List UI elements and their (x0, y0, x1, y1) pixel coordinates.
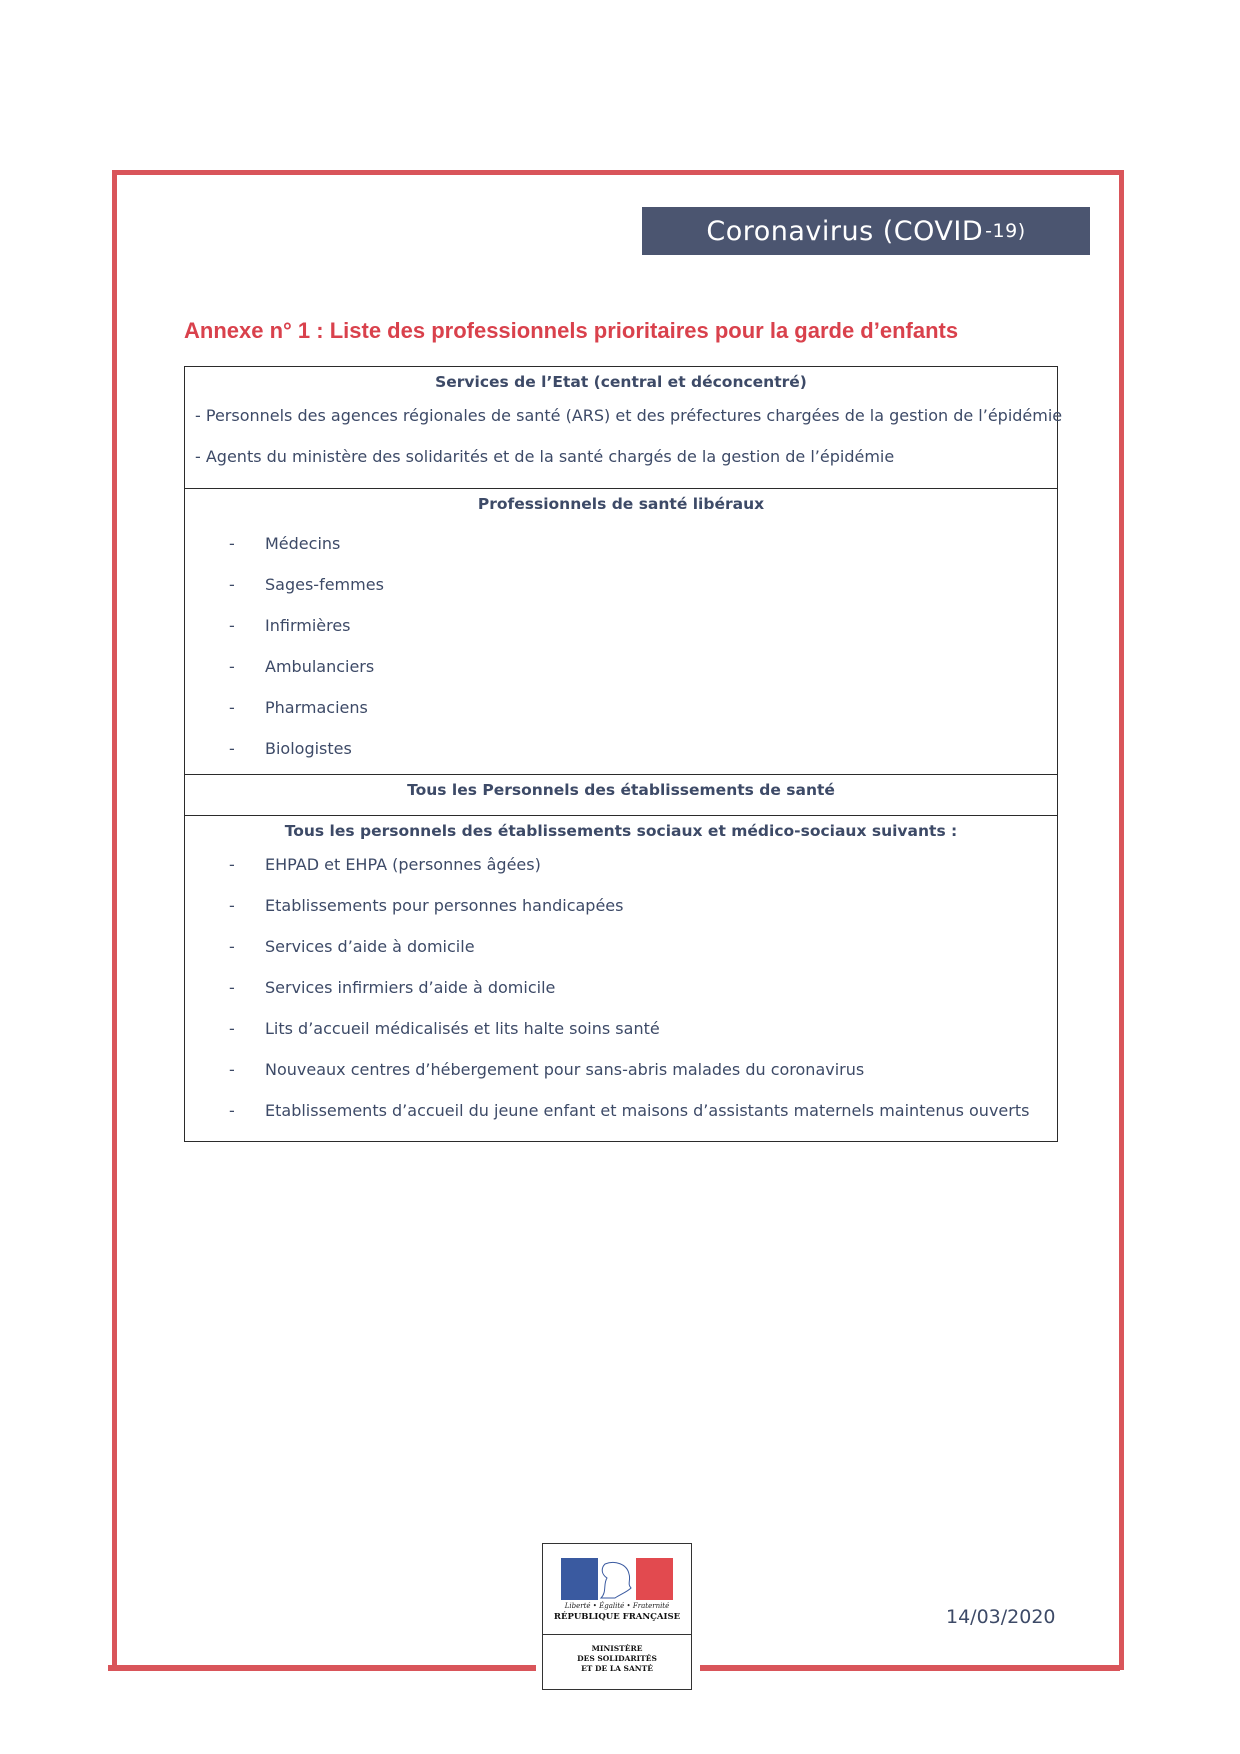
bullet-dash: - (229, 855, 235, 874)
covid-banner (642, 207, 1090, 255)
marianne-profile-icon (561, 1558, 673, 1600)
list-item-text: Infirmières (265, 616, 351, 635)
section-heading: Services de l’Etat (central et déconcentré) (435, 373, 807, 391)
bullet-dash: - (229, 739, 235, 758)
list-item (185, 885, 1057, 926)
list-item (185, 646, 1057, 687)
list-item: - Agents du ministère des solidarités et de la santé chargés de la gestion de l’épidémie (195, 447, 895, 466)
list-item: - Personnels des agences régionales de santé (ARS) et des préfectures chargées de la gestion de l’épidémie (195, 406, 1063, 425)
list-item-text: Services d’aide à domicile (265, 937, 475, 956)
logo-divider (543, 1634, 691, 1635)
bullet-dash: - (229, 1060, 235, 1079)
list-item (185, 1049, 1057, 1090)
list-item (185, 605, 1057, 646)
logo-ministere-line: DES SOLIDARITÉS (577, 1654, 657, 1663)
section-services-etat (185, 367, 1063, 488)
list-item (185, 844, 1057, 885)
list-item (185, 967, 1057, 1008)
bullet-dash: - (229, 575, 235, 594)
list-item (185, 1090, 1057, 1131)
bullet-dash: - (229, 937, 235, 956)
logo-motto: Liberté • Égalité • Fraternité (564, 1602, 670, 1610)
list-item (185, 926, 1057, 967)
list-item-text: Etablissements d’accueil du jeune enfant et maisons d’assistants maternels maintenus ouverts (265, 1101, 1030, 1120)
logo-ministere-line: MINISTÈRE (591, 1644, 643, 1653)
bullet-dash: - (229, 616, 235, 635)
list-item-text: Services infirmiers d’aide à domicile (265, 978, 556, 997)
logo-ministere-line: ET DE LA SANTÉ (581, 1664, 653, 1673)
list-item-text: Sages-femmes (265, 575, 384, 594)
bullet-dash: - (229, 698, 235, 717)
list-item-text: Nouveaux centres d’hébergement pour sans-abris malades du coronavirus (265, 1060, 865, 1079)
list-item-text: Etablissements pour personnes handicapées (265, 896, 624, 915)
logo-republique: RÉPUBLIQUE FRANÇAISE (553, 1612, 681, 1622)
frame-right-border (1119, 170, 1124, 1670)
marianne-flag-icon (561, 1558, 673, 1600)
list-item-text: EHPAD et EHPA (personnes âgées) (265, 855, 541, 874)
logo-ministere (543, 1644, 691, 1674)
list-item-text: Médecins (265, 534, 341, 553)
bullet-dash: - (229, 978, 235, 997)
annexe-title: Annexe n° 1 : Liste des professionnels prioritaires pour la garde d’enfants (184, 318, 959, 343)
section-heading: Tous les Personnels des établissements de santé (407, 781, 835, 799)
section-professionnels-liberaux (185, 488, 1057, 774)
section-heading: Tous les personnels des établissements sociaux et médico-sociaux suivants : (284, 822, 958, 840)
list-item (185, 687, 1057, 728)
list-item-text: Pharmaciens (265, 698, 368, 717)
frame-top-border (112, 170, 1124, 175)
section-etablissements-sante (185, 774, 1057, 815)
professionals-table (184, 366, 1063, 1142)
ministry-logo (542, 1543, 692, 1690)
frame-left-border (112, 170, 117, 1670)
list-item-text: Ambulanciers (265, 657, 375, 676)
list-item-text: Biologistes (265, 739, 352, 758)
section-medico-sociaux (185, 815, 1057, 1141)
list-item (185, 523, 1057, 564)
document-date: 14/03/2020 (946, 1606, 1056, 1628)
list-item-text: Lits d’accueil médicalisés et lits halte soins santé (265, 1019, 660, 1038)
bullet-dash: - (229, 534, 235, 553)
banner-main-text: Coronavirus (COVID (706, 215, 984, 247)
bullet-dash: - (229, 1019, 235, 1038)
list-item (185, 728, 1057, 769)
bullet-dash: - (229, 1101, 235, 1120)
list-item (185, 1008, 1057, 1049)
list-item (185, 564, 1057, 605)
bullet-dash: - (229, 896, 235, 915)
frame-bottom-left-border (108, 1665, 536, 1671)
frame-bottom-right-border (700, 1665, 1120, 1671)
banner-suffix-text: -19) (985, 220, 1026, 242)
section-heading: Professionnels de santé libéraux (477, 495, 765, 513)
bullet-dash: - (229, 657, 235, 676)
